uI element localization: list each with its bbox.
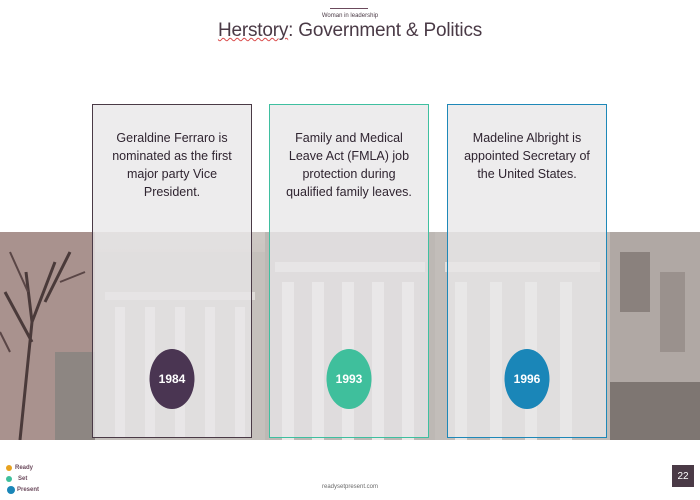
logo-word-3: Present — [17, 487, 40, 493]
slide-title — [0, 20, 700, 42]
title-main: Herstory — [217, 20, 289, 41]
title-rest: : Government & Politics — [288, 20, 483, 41]
card-text: Family and Medical Leave Act (FMLA) job protection during qualified family leaves. — [286, 131, 412, 199]
header-rule — [330, 8, 368, 9]
year-badge: 1984 — [150, 349, 195, 409]
page-number: 22 — [672, 465, 694, 487]
timeline-card-1996 — [447, 104, 607, 438]
timeline-card-1993 — [269, 104, 429, 438]
footer-url: readysetpresent.com — [321, 484, 379, 490]
card-text: Madeline Albright is appointed Secretary of the United States. — [464, 131, 590, 181]
logo-word-2: Set — [18, 476, 28, 482]
slide-subtitle: Woman in leadership — [321, 13, 379, 19]
logo-word-1: Ready — [15, 465, 34, 471]
timeline-card-1984 — [92, 104, 252, 438]
card-text: Geraldine Ferraro is nominated as the first major party Vice President. — [112, 131, 232, 199]
year-badge: 1993 — [327, 349, 372, 409]
ready-set-present-logo — [5, 462, 45, 498]
year-badge: 1996 — [505, 349, 550, 409]
